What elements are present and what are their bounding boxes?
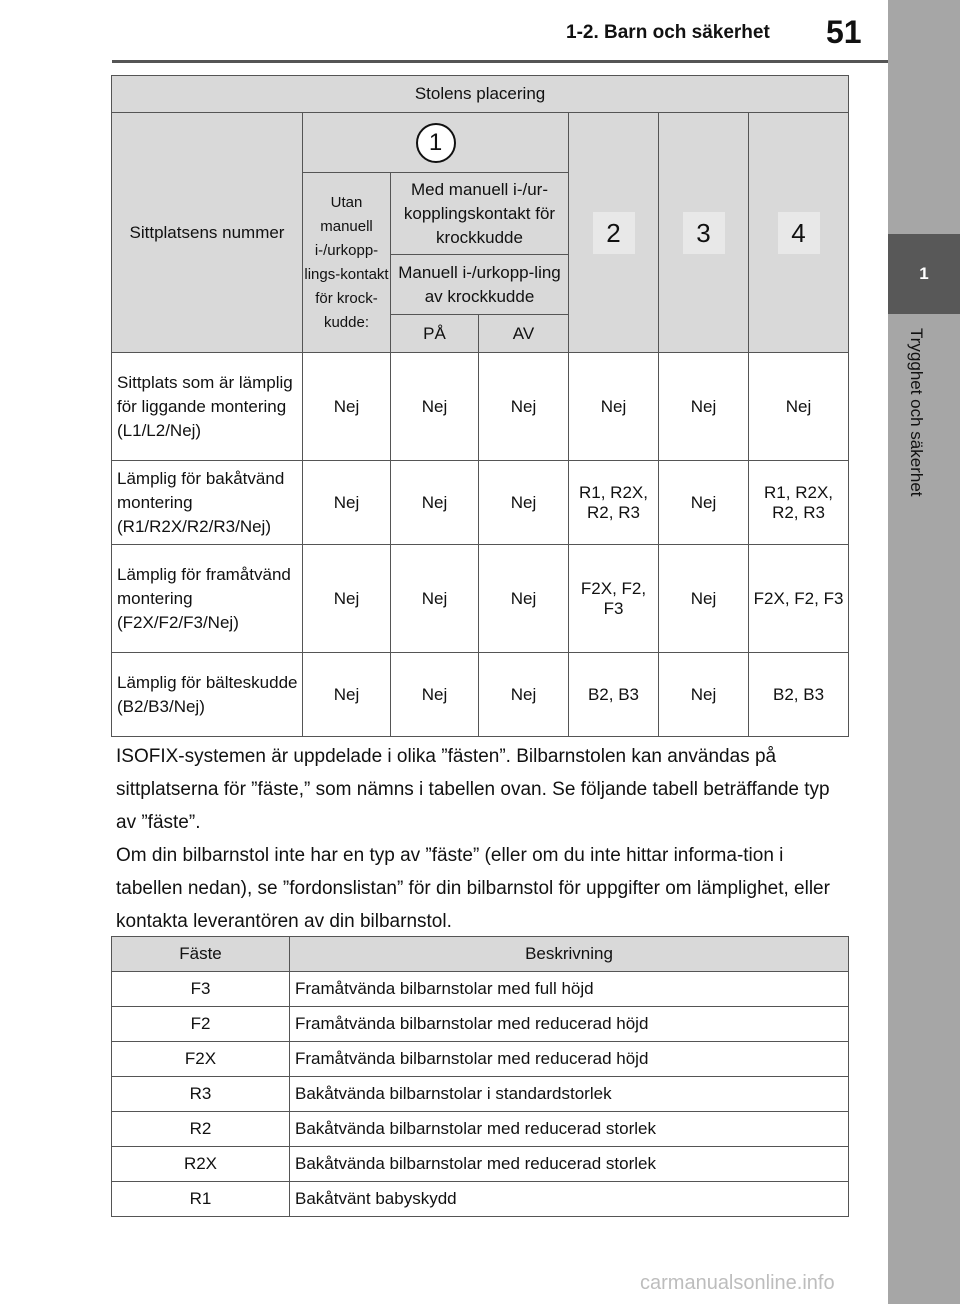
table-cell: Nej: [303, 653, 391, 737]
table-cell: F2X, F2, F3: [749, 545, 849, 653]
table-row: [112, 545, 849, 653]
fixture-code: F3: [112, 972, 290, 1007]
table-cell: R1, R2X, R2, R3: [749, 461, 849, 545]
table-cell: Nej: [659, 545, 749, 653]
fixture-code: F2: [112, 1007, 290, 1042]
table-cell: Nej: [391, 461, 479, 545]
header-divider: [112, 60, 888, 63]
isofix-explanation: [116, 740, 836, 938]
table-row: [112, 1147, 849, 1182]
table-row: [112, 653, 849, 737]
section-header: 1-2. Barn och säkerhet: [566, 22, 770, 43]
table-cell: Nej: [569, 353, 659, 461]
table-cell: B2, B3: [569, 653, 659, 737]
fixture-description: Bakåtvänt babyskydd: [290, 1182, 849, 1217]
fixture-description: Bakåtvända bilbarnstolar med reducerad storlek: [290, 1112, 849, 1147]
table-row: [112, 1077, 849, 1112]
row-label: Lämplig för framåtvänd montering (F2X/F2/F3/Nej): [112, 545, 303, 653]
paragraph: ISOFIX-systemen är uppdelade i olika ”fästen”. Bilbarnstolen kan användas på sittplatserna för ”fäste,” som nämns i tabellen ovan. Se följande tabell beträffande typ av ”fäste”.: [116, 746, 830, 833]
row-label: Lämplig för bälteskudde (B2/B3/Nej): [112, 653, 303, 737]
fixture-description: Bakåtvända bilbarnstolar med reducerad storlek: [290, 1147, 849, 1182]
seat-position-1: [303, 113, 569, 173]
position-2-badge: 2: [593, 212, 635, 254]
table-row: [112, 1112, 849, 1147]
column-header: Beskrivning: [290, 937, 849, 972]
fixture-description: Bakåtvända bilbarnstolar i standardstorlek: [290, 1077, 849, 1112]
table-cell: Nej: [749, 353, 849, 461]
seat-position-2: [569, 113, 659, 353]
table-row: [112, 461, 849, 545]
table-cell: Nej: [479, 461, 569, 545]
fixture-code: R3: [112, 1077, 290, 1112]
without-switch-label: Utan manuell i-/urkopp-lings-kontakt för krock-kudde:: [303, 173, 391, 353]
table-row: [112, 1182, 849, 1217]
position-4-badge: 4: [778, 212, 820, 254]
table-cell: Nej: [659, 653, 749, 737]
table-cell: Nej: [391, 653, 479, 737]
table-row: [112, 353, 849, 461]
fixture-code: F2X: [112, 1042, 290, 1077]
table-cell: F2X, F2, F3: [569, 545, 659, 653]
fixture-code: R1: [112, 1182, 290, 1217]
position-1-badge: 1: [416, 123, 456, 163]
paragraph: Om din bilbarnstol inte har en typ av ”fäste” (eller om du inte hittar informa-tion i tabellen nedan), se ”fordonslistan” för din bilbarnstol för uppgifter om lämplighet, eller kontakta leverantören av din bilbarnstol.: [116, 845, 830, 932]
table-cell: Nej: [303, 353, 391, 461]
table-cell: Nej: [303, 545, 391, 653]
manual-switch-label: Manuell i-/urkopp-ling av krockkudde: [391, 255, 569, 315]
watermark: carmanualsonline.info: [640, 1272, 835, 1294]
table-cell: Nej: [479, 545, 569, 653]
seat-position-header: Stolens placering: [112, 76, 849, 113]
seat-number-label: Sittplatsens nummer: [112, 113, 303, 353]
fixture-description: Framåtvända bilbarnstolar med full höjd: [290, 972, 849, 1007]
fixture-table: [111, 936, 849, 1217]
table-cell: R1, R2X, R2, R3: [569, 461, 659, 545]
table-row: [112, 1042, 849, 1077]
column-header: Fäste: [112, 937, 290, 972]
table-row: [112, 972, 849, 1007]
row-label: Sittplats som är lämplig för liggande montering (L1/L2/Nej): [112, 353, 303, 461]
fixture-code: R2X: [112, 1147, 290, 1182]
table-cell: Nej: [659, 461, 749, 545]
side-bar: [888, 0, 960, 1304]
table-cell: Nej: [479, 653, 569, 737]
table-cell: Nej: [391, 353, 479, 461]
seat-suitability-table: [111, 75, 849, 737]
table-cell: Nej: [659, 353, 749, 461]
table-cell: Nej: [479, 353, 569, 461]
table-row: [112, 1007, 849, 1042]
table-cell: B2, B3: [749, 653, 849, 737]
switch-off-label: AV: [479, 315, 569, 353]
position-3-badge: 3: [683, 212, 725, 254]
page-number: 51: [826, 14, 862, 50]
chapter-label: Trygghet och säkerhet: [907, 328, 926, 497]
seat-position-3: [659, 113, 749, 353]
fixture-description: Framåtvända bilbarnstolar med reducerad höjd: [290, 1007, 849, 1042]
row-label: Lämplig för bakåtvänd montering (R1/R2X/R2/R3/Nej): [112, 461, 303, 545]
table-cell: Nej: [391, 545, 479, 653]
switch-on-label: PÅ: [391, 315, 479, 353]
table-cell: Nej: [303, 461, 391, 545]
fixture-code: R2: [112, 1112, 290, 1147]
chapter-tab[interactable]: 1: [888, 234, 960, 314]
with-switch-label: Med manuell i-/ur-kopplingskontakt för krockkudde: [391, 173, 569, 255]
fixture-description: Framåtvända bilbarnstolar med reducerad höjd: [290, 1042, 849, 1077]
seat-position-4: [749, 113, 849, 353]
